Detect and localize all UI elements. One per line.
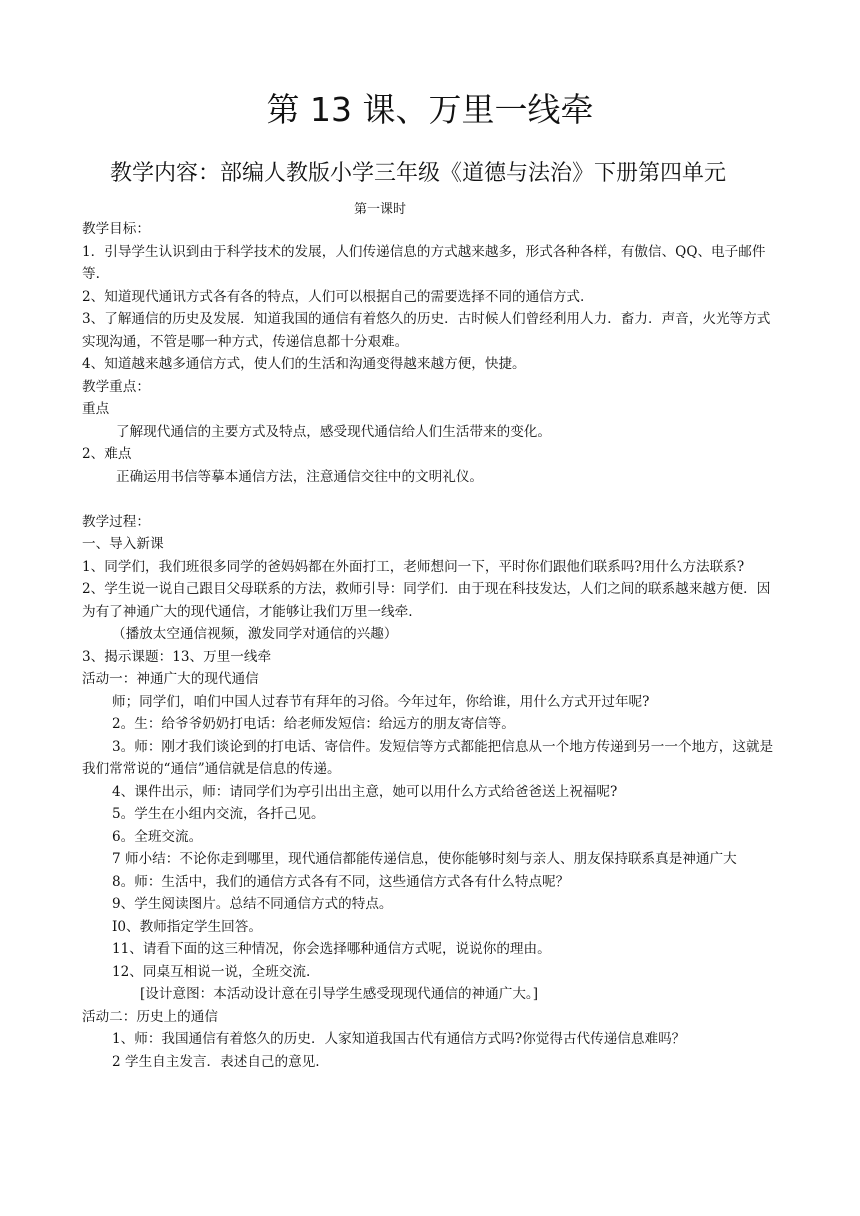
- goal-item: 1．引导学生认识到由于科学技术的发展，人们传递信息的方式越来越多，形式各种各样，有傲信、QQ、电子邮件等.: [82, 243, 766, 282]
- difficult-point-text: 正确运用书信等摹本通信方法，注意通信交往中的文明礼仪。: [116, 468, 484, 485]
- intro-item: （播放太空通信视频，激发同学对通信的兴趣）: [112, 626, 398, 642]
- activity2-heading: 活动二：历史上的通信: [82, 1008, 218, 1025]
- intro-item: 2、学生说一说自己跟目父母联系的方法，救师引导：同学们．由于现在科技发达，人们之间的联系越来越方便．因为有了神通广大的现代通信，才能够让我们万里一线牵.: [82, 581, 771, 620]
- activity1-item: 9、学生阅读图片。总结不同通信方式的特点。: [112, 896, 393, 912]
- activity1-heading: 活动一：神通广大的现代通信: [82, 671, 259, 687]
- document-body: [82, 218, 782, 1073]
- key-point-text: 了解现代通信的主要方式及特点，感受现代通信给人们生活带来的变化。: [116, 423, 551, 440]
- activity1-item: 6。全班交流。: [112, 828, 203, 845]
- lesson-title: 第 13 课、万里一线牵: [266, 90, 594, 129]
- intro-item: 1、同学们，我们班很多同学的爸妈妈都在外面打工，老师想问一下，平时你们跟他们联系吗?用什么方法联系?: [82, 558, 745, 575]
- activity1-item: 5。学生在小组内交流，各扦己见。: [112, 806, 325, 822]
- activity1-item: 11、请看下面的这三种情况，你会选择哪种通信方式呢，说说你的理由。: [112, 941, 551, 957]
- activity1-item: I0、教师指定学生回答。: [112, 918, 262, 935]
- goals-heading: 教学目标：: [82, 221, 150, 237]
- teaching-content-heading: 教学内容：部编人教版小学三年级《道德与法治》下册第四单元: [109, 161, 726, 186]
- process-heading: 教学过程：: [82, 513, 150, 530]
- activity1-item: 12、同桌互相说一说，全班交流.: [112, 963, 311, 980]
- activity2-item: 1、师：我国通信有着悠久的历史．人家知道我国古代有通信方式吗?你觉得古代传递信息难吗？: [112, 1031, 686, 1047]
- activity1-item: 2。生：给爷爷奶奶打电话：给老师发短信：给远方的朋友寄信等。: [112, 716, 515, 732]
- goal-item: 4、知道越来越多通信方式，使人们的生活和沟通变得越来越方便，快捷。: [82, 356, 526, 372]
- key-point-label: 重点: [82, 401, 110, 417]
- intro-item: 3、揭示课题：13、万里一线牵: [82, 648, 272, 665]
- spacer: [82, 488, 782, 511]
- goal-item: 2、知道现代通讯方式各有各的特点，人们可以根据自己的需要选择不同的通信方式.: [82, 288, 585, 305]
- activity1-item: 师；同学们，咱们中国人过春节有拜年的习俗。今年过年，你给谁，用什么方式开过年呢?: [112, 693, 650, 710]
- activity1-item: 8。师：生活中，我们的通信方式各有不同，这些通信方式各有什么特点呢？: [112, 873, 570, 890]
- activity1-item: 7 师小结：不论你走到哪里，现代通信都能传递信息，使你能够时刻与亲人、朋友保持联系真是神通广大: [112, 851, 737, 867]
- design-intent-note: [设计意图：本活动设计意在引导学生感受现现代通信的神通广大。]: [140, 986, 539, 1002]
- goal-item: 3、了解通信的历史及发展．知道我国的通信有着悠久的历史．古时候人们曾经利用人力．畜力．声音，火光等方式实现沟通，不管是哪一种方式，传递信息都十分艰难。: [82, 311, 771, 350]
- session-label: 第一课时: [353, 202, 406, 217]
- activity1-item: 4、课件出示，师：请同学们为亭引出出主意，她可以用什么方式给爸爸送上祝福呢?: [112, 783, 618, 800]
- difficult-point-label: 2、难点: [82, 446, 132, 462]
- activity2-item: 2 学生自主发言．表述自己的意见.: [112, 1053, 320, 1070]
- intro-heading: 一、导入新课: [82, 536, 164, 552]
- focus-heading: 教学重点：: [82, 378, 150, 395]
- activity1-item: 3。师：刚才我们谈论到的打电话、寄信件。发短信等方式都能把信息从一个地方传递到另一一个地方，这就是我们常常说的“通信”通信就是信息的传递。: [82, 738, 774, 777]
